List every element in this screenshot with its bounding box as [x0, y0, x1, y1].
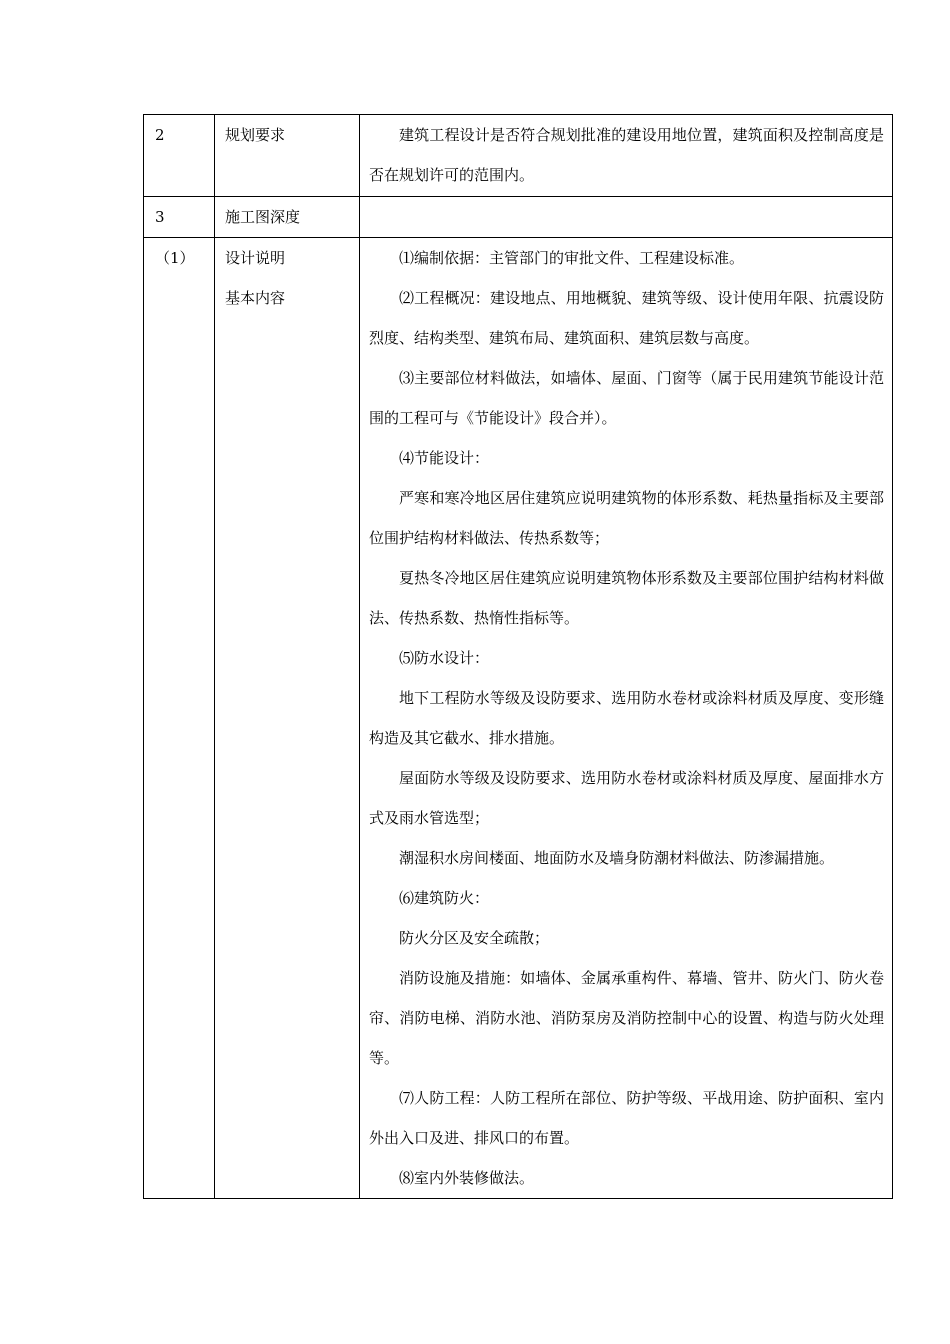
label-line: 基本内容 [225, 289, 286, 307]
row-content [360, 238, 893, 1199]
content-paragraph: ⑵工程概况：建设地点、用地概貌、建筑等级、设计使用年限、抗震设防烈度、结构类型、建筑布局、建筑面积、建筑层数与高度。 [369, 289, 884, 347]
content-paragraph: 地下工程防水等级及设防要求、选用防水卷材或涂料材质及厚度、变形缝构造及其它截水、排水措施。 [369, 689, 884, 747]
content-paragraph: ⑶主要部位材料做法，如墙体、屋面、门窗等（属于民用建筑节能设计范围的工程可与《节能设计》段合并）。 [369, 369, 884, 427]
row-number: 2 [144, 115, 215, 197]
table-row-design-notes [144, 238, 893, 1199]
row-content [360, 115, 893, 197]
content-paragraph: 屋面防水等级及设防要求、选用防水卷材或涂料材质及厚度、屋面排水方式及雨水管选型； [369, 769, 884, 827]
label-line: 规划要求 [225, 126, 286, 144]
review-table [143, 114, 893, 1199]
content-paragraph: ⑴编制依据：主管部门的审批文件、工程建设标准。 [399, 249, 745, 267]
content-paragraph: ⑺人防工程：人防工程所在部位、防护等级、平战用途、防护面积、室内外出入口及进、排风口的布置。 [369, 1089, 884, 1147]
content-paragraph: 消防设施及措施：如墙体、金属承重构件、幕墙、管井、防火门、防火卷帘、消防电梯、消防水池、消防泵房及消防控制中心的设置、构造与防火处理等。 [369, 969, 884, 1067]
label-line: 施工图深度 [225, 208, 301, 226]
row-label [215, 197, 360, 238]
content-paragraph: ⑻室内外装修做法。 [399, 1169, 535, 1187]
row-label [215, 238, 360, 1199]
content-paragraph: 建筑工程设计是否符合规划批准的建设用地位置，建筑面积及控制高度是否在规划许可的范围内。 [369, 126, 884, 184]
label-line: 设计说明 [225, 249, 286, 267]
row-number: （1） [144, 238, 215, 1199]
content-paragraph: 夏热冬冷地区居住建筑应说明建筑物体形系数及主要部位围护结构材料做法、传热系数、热惰性指标等。 [369, 569, 884, 627]
content-paragraph: 严寒和寒冷地区居住建筑应说明建筑物的体形系数、耗热量指标及主要部位围护结构材料做法、传热系数等； [369, 489, 884, 547]
content-paragraph: 防火分区及安全疏散； [399, 929, 550, 947]
content-paragraph: ⑷节能设计： [399, 449, 490, 467]
row-number: 3 [144, 197, 215, 238]
content-paragraph: ⑹建筑防火： [399, 889, 490, 907]
row-label [215, 115, 360, 197]
content-paragraph: ⑸防水设计： [399, 649, 490, 667]
table-row-depth [144, 197, 893, 238]
table-row-planning [144, 115, 893, 197]
row-content [360, 197, 893, 238]
content-paragraph: 潮湿积水房间楼面、地面防水及墙身防潮材料做法、防渗漏措施。 [399, 849, 835, 867]
